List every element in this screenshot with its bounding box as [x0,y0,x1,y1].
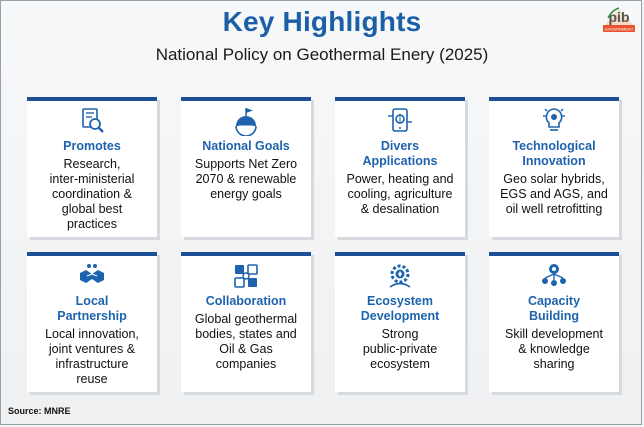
card-divers-applications [335,97,465,237]
card-description: Global geothermal bodies, states and Oil & Gas companies [194,312,298,371]
pib-logo-icon [600,4,638,36]
card-promotes [27,97,157,237]
card-title: Promotes [63,139,121,153]
app-settings-icon [385,106,415,136]
source-note: Source: MNRE [8,406,71,416]
card-title: National Goals [202,139,290,153]
svg-text:pib: pib [608,9,630,25]
card-description: Supports Net Zero 2070 & renewable energy goals [194,157,298,201]
card-description: Power, heating and cooling, agriculture & desalination [346,172,454,216]
collaboration-icon [231,261,261,291]
card-description: Geo solar hybrids, EGS and AGS, and oil well retrofitting [500,172,608,216]
card-technological-innovation [489,97,619,237]
card-title: Technological Innovation [512,139,596,168]
page-subtitle: National Policy on Geothermal Enery (2025) [155,45,489,64]
ecosystem-gear-icon [385,261,415,291]
card-local-partnership [27,252,157,392]
card-title: Capacity Building [527,294,581,323]
card-collaboration [181,252,311,392]
card-national-goals [181,97,311,237]
globe-flag-icon [231,106,261,136]
svg-text:GOVERNMENT: GOVERNMENT [604,26,634,32]
card-description: Research, inter-ministerial coordination & global best practices [49,157,135,231]
card-description: Strong public-private ecosystem [362,327,438,371]
research-magnifier-icon [77,106,107,136]
card-title: Ecosystem Development [360,294,440,323]
card-ecosystem-development [335,252,465,392]
card-title: Collaboration [205,294,287,308]
page-title: Key Highlights [222,6,422,37]
team-network-icon [539,261,569,291]
card-description: Skill development & knowledge sharing [505,327,603,371]
card-title: Local Partnership [57,294,127,323]
card-capacity-building [489,252,619,392]
card-description: Local innovation, joint ventures & infrastructure reuse [45,327,139,386]
card-title: Divers Applications [362,139,438,168]
lightbulb-gear-icon [539,106,569,136]
handshake-icon [77,261,107,291]
